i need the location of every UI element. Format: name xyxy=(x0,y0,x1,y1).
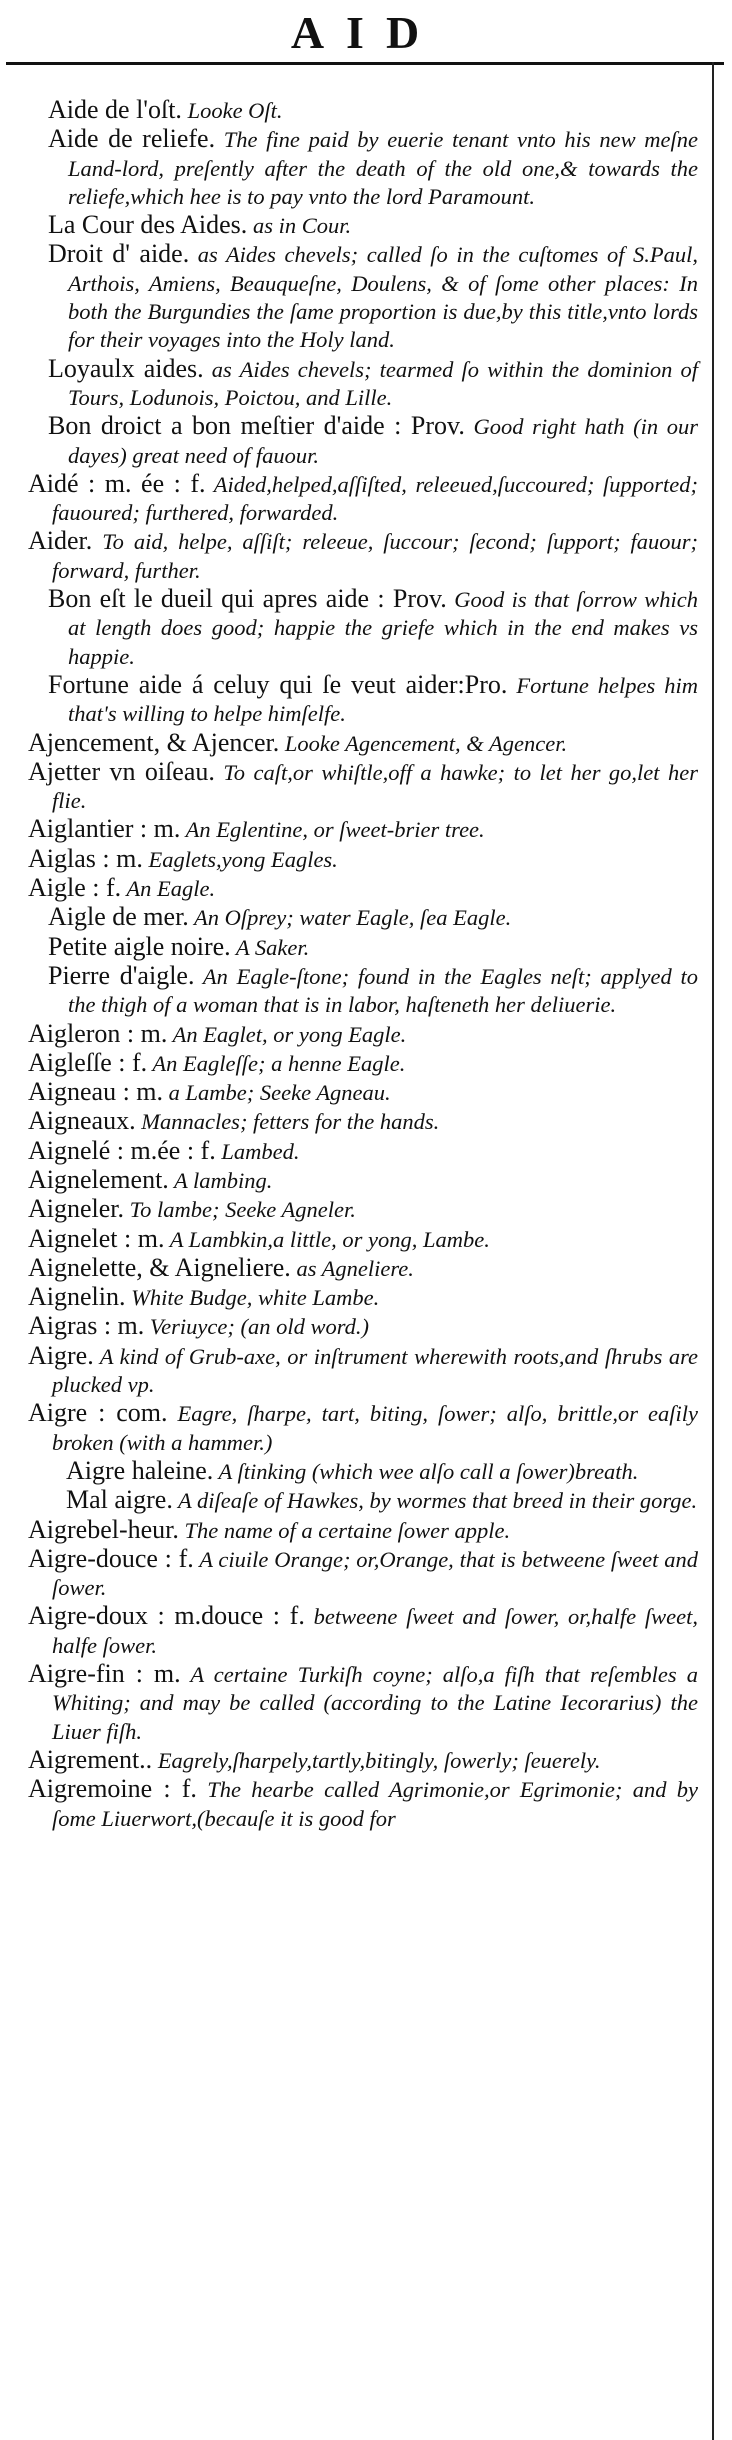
entry-definition: Aided,helped,aſſiſted, releeued,ſuccoured; ſupported; fauoured; furthered, forwarded. xyxy=(52,471,698,526)
dictionary-subentry xyxy=(0,933,712,962)
entry-definition: betweene ſweet and ſower, or,halfe ſweet, halfe ſower. xyxy=(52,1604,699,1658)
dictionary-subentry xyxy=(0,211,712,240)
dictionary-subentry xyxy=(0,671,712,729)
entry-definition: A lambing. xyxy=(168,1167,273,1193)
entry-headword: Aidé : m. ée : f. xyxy=(28,468,206,498)
entry-definition: Looke Agencement, & Agencer. xyxy=(279,730,568,756)
entry-headword: Fortune aide á celuy qui ſe veut aider:Pro. xyxy=(48,669,508,699)
dictionary-entry xyxy=(0,1775,712,1833)
entry-headword: Aignelé : m.ée : f. xyxy=(28,1135,216,1165)
entry-definition: as Aides chevels; tearmed ſo within the dominion of Tours, Lodunois, Poictou, and Lille. xyxy=(68,356,698,410)
entry-definition: Fortune helpes him that's willing to helpe himſelfe. xyxy=(68,672,698,727)
dictionary-entry xyxy=(0,1283,712,1312)
entry-definition: Eagre, ſharpe, tart, biting, ſower; alſo, brittle,or eaſily broken (with a hammer.) xyxy=(52,1401,699,1455)
dictionary-subentry xyxy=(0,1486,712,1515)
dictionary-entry xyxy=(0,527,712,585)
page-header-title: AID xyxy=(290,7,442,58)
entry-definition: as Agneliere. xyxy=(290,1255,414,1281)
entry-definition: Eaglets,yong Eagles. xyxy=(142,846,338,872)
entry-definition: An Eglentine, or ſweet-brier tree. xyxy=(180,817,485,843)
entry-definition: White Budge, white Lambe. xyxy=(125,1285,380,1311)
right-margin-rule xyxy=(712,62,714,2440)
entry-definition: A ciuile Orange; or,Orange, that is betweene ſweet and ſower. xyxy=(52,1546,698,1601)
entry-definition: An Eaglet, or yong Eagle. xyxy=(167,1021,407,1047)
entry-headword: Ajencement, & Ajencer. xyxy=(28,727,280,757)
dictionary-entry xyxy=(0,1166,712,1195)
entry-headword: Aigneau : m. xyxy=(28,1077,164,1107)
dictionary-entry xyxy=(0,729,712,758)
dictionary-subentry xyxy=(0,412,712,470)
entry-headword: Aide de l'oſt. xyxy=(48,96,182,124)
entry-definition: To caſt,or whiſtle,off a hawke; to let her go,let her flie. xyxy=(52,759,698,814)
dictionary-entry xyxy=(0,1254,712,1283)
entry-headword: Aigrebel-heur. xyxy=(28,1514,179,1544)
dictionary-entry xyxy=(0,1107,712,1136)
dictionary-entry xyxy=(0,1660,712,1746)
entry-headword: Aider. xyxy=(28,526,93,556)
dictionary-entry xyxy=(0,1399,712,1457)
entry-definition: Veriuyce; (an old word.) xyxy=(144,1314,370,1340)
entry-headword: Aignelement. xyxy=(28,1164,169,1194)
dictionary-entry xyxy=(0,815,712,844)
dictionary-entry xyxy=(0,1312,712,1341)
entry-definition: a Lambe; Seeke Agneau. xyxy=(163,1080,391,1106)
entry-headword: Mal aigre. xyxy=(66,1485,173,1515)
entry-headword: Aigre-fin : m. xyxy=(28,1659,181,1689)
dictionary-entry xyxy=(0,845,712,874)
entry-headword: Aigleſſe : f. xyxy=(28,1047,148,1077)
entry-headword: Bon droict a bon meſtier d'aide : Prov. xyxy=(48,411,465,441)
entry-definition: An Eagleſſe; a henne Eagle. xyxy=(147,1050,406,1076)
entry-definition: Looke Oſt. xyxy=(181,98,283,123)
entry-headword: Pierre d'aigle. xyxy=(48,960,195,990)
entry-headword: Aigneaux. xyxy=(28,1106,136,1136)
entry-headword: Aiglas : m. xyxy=(28,843,143,873)
entry-headword: Aignelin. xyxy=(28,1282,126,1312)
dictionary-subentry xyxy=(0,125,712,211)
dictionary-subentry xyxy=(0,962,712,1020)
entry-headword: Aigre-douce : f. xyxy=(28,1543,194,1573)
entry-headword: Aignelette, & Aigneliere. xyxy=(28,1252,291,1282)
entry-headword: Aigrement.. xyxy=(28,1744,153,1774)
entry-definition: Good is that ſorrow which at length does good; happie the griefe which in the end makes vs happie. xyxy=(68,587,698,669)
dictionary-entry xyxy=(0,1342,712,1400)
dictionary-entry xyxy=(0,1020,712,1049)
dictionary-subentry xyxy=(0,355,712,413)
entry-headword: Aigle de mer. xyxy=(48,902,189,932)
dictionary-subentry xyxy=(0,1457,712,1486)
entry-headword: Aigre : com. xyxy=(28,1398,168,1428)
entry-headword: Aigre haleine. xyxy=(66,1455,214,1485)
dictionary-entry xyxy=(0,1516,712,1545)
dictionary-subentry xyxy=(0,585,712,671)
entry-headword: Aigre-doux : m.douce : f. xyxy=(28,1601,305,1631)
dictionary-subentry xyxy=(0,240,712,354)
entry-definition: Good right hath (in our dayes) great need of fauour. xyxy=(68,414,698,468)
entry-definition: as in Cour. xyxy=(247,213,352,239)
entry-list xyxy=(0,96,712,2440)
dictionary-entry xyxy=(0,1545,712,1603)
dictionary-subentry xyxy=(0,96,712,125)
entry-definition: A diſeaſe of Hawkes, by wormes that breed in their gorge. xyxy=(172,1488,698,1514)
entry-headword: Loyaulx aides. xyxy=(48,353,204,383)
dictionary-subentry xyxy=(0,903,712,932)
entry-headword: Aigras : m. xyxy=(28,1311,145,1341)
entry-headword: La Cour des Aides. xyxy=(48,210,248,240)
entry-headword: Droit d' aide. xyxy=(48,239,190,269)
entry-headword: Aignelet : m. xyxy=(28,1223,165,1253)
entry-definition: The fine paid by euerie tenant vnto his new meſne Land-lord, preſently after the death of the old one,& towards the reliefe,which hee is to pay vnto the lord Paramount. xyxy=(68,127,698,209)
dictionary-entry xyxy=(0,1602,712,1660)
entry-definition: An Eagle. xyxy=(121,876,216,902)
entry-definition: An Oſprey; water Eagle, ſea Eagle. xyxy=(188,905,512,931)
entry-headword: Aigle : f. xyxy=(28,873,122,903)
dictionary-entry xyxy=(0,874,712,903)
dictionary-entry xyxy=(0,1225,712,1254)
entry-headword: Ajetter vn oiſeau. xyxy=(28,756,215,786)
entry-definition: Lambed. xyxy=(215,1138,300,1164)
entry-definition: A Saker. xyxy=(230,934,310,960)
dictionary-entry xyxy=(0,1746,712,1775)
entry-definition: A Lambkin,a little, or yong, Lambe. xyxy=(164,1226,490,1252)
entry-definition: A ſtinking (which wee alſo call a ſower)breath. xyxy=(213,1458,639,1484)
entry-definition: Eagrely,ſharpely,tartly,bitingly, ſowerly; ſeuerely. xyxy=(152,1747,601,1773)
entry-headword: Aigre. xyxy=(28,1340,94,1370)
entry-definition: as Aides chevels; called ſo in the cuſtomes of S.Paul, Arthois, Amiens, Beauqueſne, Doulens, & of ſome other places: In both the Burgundies the ſame proportion is due,by this title,vnto lords for their voyages into the Holy land. xyxy=(68,242,698,353)
entry-headword: Aigneler. xyxy=(28,1194,125,1224)
dictionary-entry xyxy=(0,758,712,816)
header-rule xyxy=(6,62,724,65)
entry-headword: Petite aigle noire. xyxy=(48,931,231,961)
entry-headword: Aide de reliefe. xyxy=(48,124,216,154)
entry-headword: Bon eſt le dueil qui apres aide : Prov. xyxy=(48,584,447,614)
entry-definition: To aid, helpe, aſſiſt; releeue, ſuccour; ſecond; ſupport; fauour; forward, further. xyxy=(52,529,698,583)
dictionary-entry xyxy=(0,1049,712,1078)
dictionary-entry xyxy=(0,1078,712,1107)
entry-headword: Aiglantier : m. xyxy=(28,814,181,844)
entry-definition: A kind of Grub-axe, or inſtrument wherewith roots,and ſhrubs are plucked vp. xyxy=(52,1343,698,1398)
dictionary-entry xyxy=(0,1137,712,1166)
entry-definition: To lambe; Seeke Agneler. xyxy=(124,1197,356,1223)
dictionary-entry xyxy=(0,470,712,528)
entry-definition: An Eagle-ſtone; found in the Eagles neſt; applyed to the thigh of a woman that is in labor, haſteneth her deliuerie. xyxy=(68,963,698,1018)
dictionary-entry xyxy=(0,1195,712,1224)
entry-definition: The name of a certaine ſower apple. xyxy=(178,1517,511,1543)
entry-definition: Mannacles; fetters for the hands. xyxy=(135,1109,440,1135)
entry-definition: The hearbe called Agrimonie,or Egrimonie; and by ſome Liuerwort,(becauſe it is good for xyxy=(52,1777,698,1831)
entry-headword: Aigleron : m. xyxy=(28,1018,168,1048)
entry-definition: A certaine Turkiſh coyne; alſo,a fiſh that reſembles a Whiting; and may be called (according to the Latine Iecorarius) the Liuer fiſh. xyxy=(52,1662,699,1744)
entry-headword: Aigremoine : f. xyxy=(28,1774,197,1804)
